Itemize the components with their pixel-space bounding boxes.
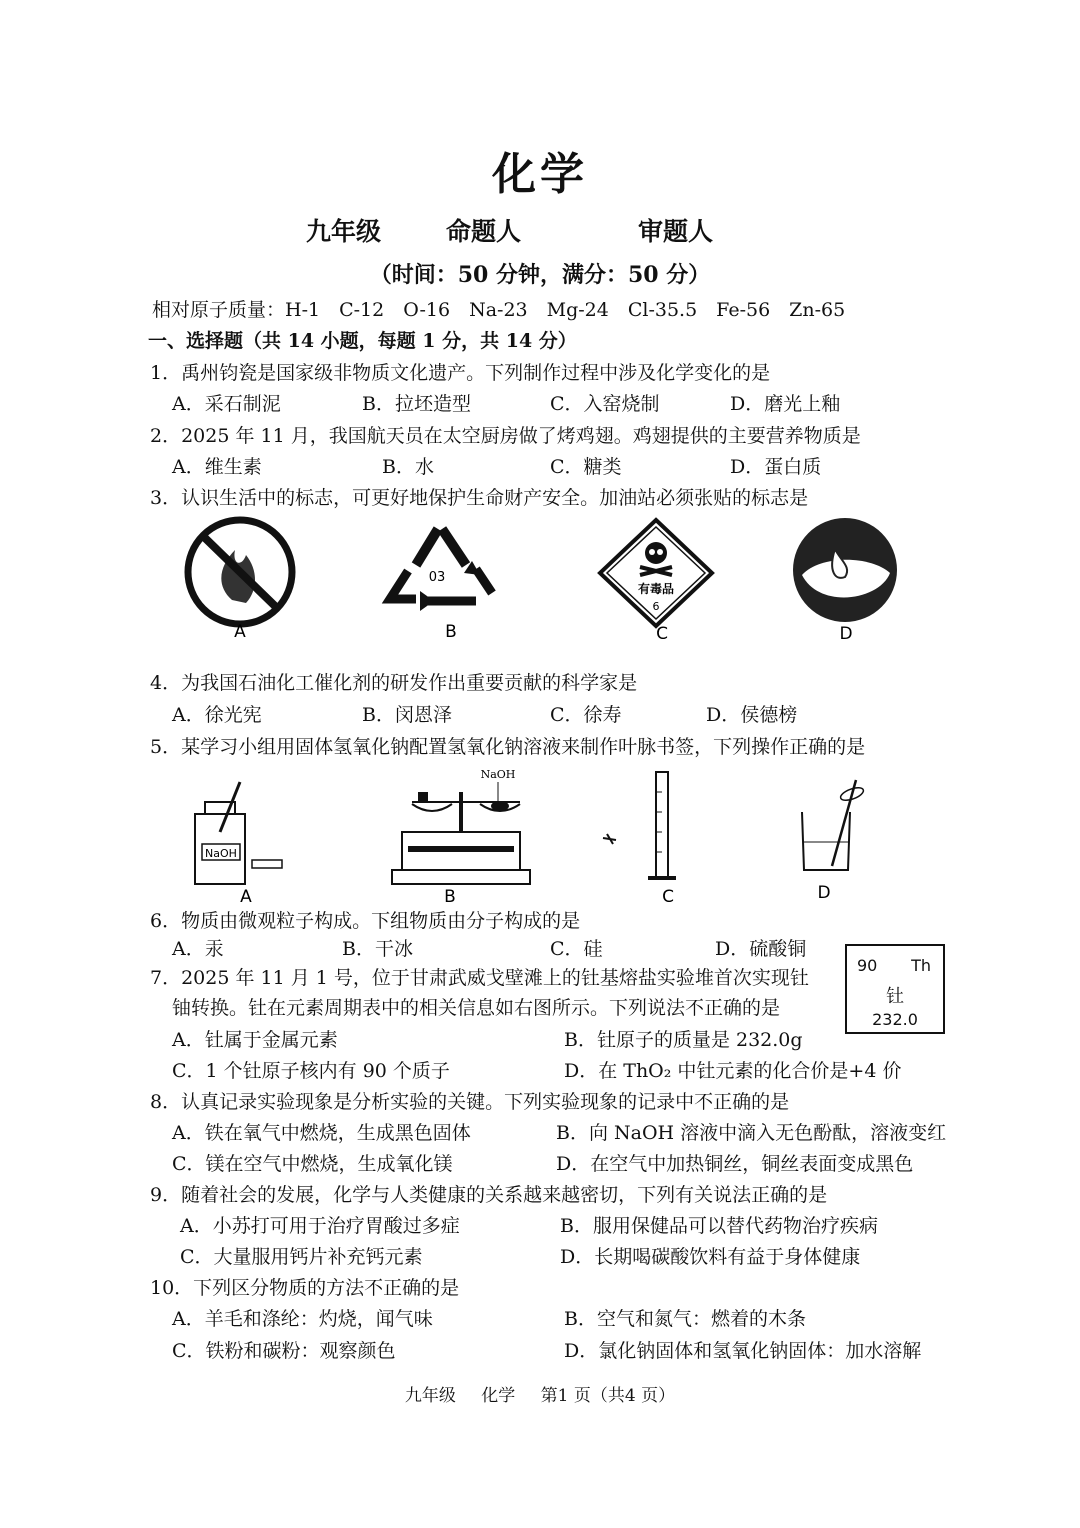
q1-option-c: C．入窑烧制 <box>550 393 660 415</box>
question-2-stem: 2．2025 年 11 月，我国航天员在太空厨房做了烤鸡翅。鸡翅提供的主要营养物质是 <box>150 425 861 447</box>
question-7-stem-line2: 铀转换。钍在元素周期表中的相关信息如右图所示。下列说法不正确的是 <box>172 997 781 1019</box>
question-1-stem: 1．禹州钧瓷是国家级非物质文化遗产。下列制作过程中涉及化学变化的是 <box>150 362 771 384</box>
q8-option-a: A．铁在氧气中燃烧，生成黑色固体 <box>172 1122 471 1144</box>
atomic-masses: 相对原子质量：H-1 C-12 O-16 Na-23 Mg-24 Cl-35.5 Fe-56 Zn-65 <box>152 299 846 321</box>
q7-option-d: D．在 ThO₂ 中钍元素的化合价是+4 价 <box>564 1060 902 1082</box>
toxic-class-number: 6 <box>652 600 660 613</box>
atomic-mass: 232.0 <box>872 1010 918 1029</box>
q8-option-b: B．向 NaOH 溶液中滴入无色酚酞，溶液变红 <box>556 1122 947 1144</box>
bottle-label: NaOH <box>205 847 237 860</box>
q2-option-c: C．糖类 <box>550 456 622 478</box>
q2-option-d: D．蛋白质 <box>730 456 822 478</box>
question-5-stem: 5．某学习小组用固体氢氧化钠配置氢氧化钠溶液来制作叶脉书签，下列操作正确的是 <box>150 736 866 758</box>
q3-label-d: D <box>839 624 853 644</box>
toxic-sign-icon <box>600 520 712 626</box>
q5-label-b: B <box>444 887 456 907</box>
q8-option-c: C．镁在空气中燃烧，生成氧化镁 <box>172 1153 453 1175</box>
element-symbol: Th <box>911 956 931 975</box>
q6-option-a: A．汞 <box>172 938 224 960</box>
q9-option-a: A．小苏打可用于治疗胃酸过多症 <box>180 1215 460 1237</box>
balance-scale-icon <box>392 768 530 884</box>
q3-label-b: B <box>445 622 457 642</box>
q9-option-c: C．大量服用钙片补充钙元素 <box>180 1246 423 1268</box>
question-10-stem: 10．下列区分物质的方法不正确的是 <box>150 1277 460 1299</box>
q1-option-b: B．拉坯造型 <box>362 393 471 415</box>
time-info: （时间：50 分钟，满分：50 分） <box>369 262 711 288</box>
q10-option-a: A．羊毛和涤纶：灼烧，闻气味 <box>172 1308 433 1330</box>
section-title: 一、选择题（共 14 小题，每题 1 分，共 14 分） <box>148 330 577 352</box>
balance-label: NaOH <box>480 768 516 781</box>
reviewer-label: 审题人 <box>638 217 714 246</box>
q3-signs-figure <box>180 515 940 645</box>
question-7-stem-line1: 7．2025 年 11 月 1 号，位于甘肃武威戈壁滩上的钍基熔盐实验堆首次实现钍 <box>150 967 809 989</box>
question-8-stem: 8．认真记录实验现象是分析实验的关键。下列实验现象的记录中不正确的是 <box>150 1091 790 1113</box>
question-3-stem: 3．认识生活中的标志，可更好地保护生命财产安全。加油站必须张贴的标志是 <box>150 487 809 509</box>
toxic-text: 有毒品 <box>637 582 675 596</box>
no-fire-sign-icon <box>188 520 292 624</box>
footer-grade: 九年级 <box>404 1386 456 1406</box>
q6-option-c: C．硅 <box>550 938 603 960</box>
q2-option-b: B．水 <box>382 456 434 478</box>
recycle-code: 03 <box>428 570 446 585</box>
q4-option-a: A．徐光宪 <box>172 704 262 726</box>
element-info-box <box>845 944 945 1034</box>
q6-option-d: D．硫酸铜 <box>715 938 807 960</box>
q7-option-b: B．钍原子的质量是 232.0g <box>564 1029 803 1051</box>
q5-label-c: C <box>662 887 674 907</box>
q3-label-c: C <box>656 624 668 644</box>
q4-option-b: B．闵恩泽 <box>362 704 452 726</box>
q2-option-a: A．维生素 <box>172 456 262 478</box>
atomic-number: 90 <box>857 956 878 975</box>
q10-option-b: B．空气和氮气：燃着的木条 <box>564 1308 806 1330</box>
element-name: 钍 <box>886 986 904 1007</box>
water-saving-sign-icon <box>793 518 897 622</box>
q4-option-d: D．侯德榜 <box>706 704 798 726</box>
page-footer <box>0 1381 1080 1406</box>
question-6-stem: 6．物质由微观粒子构成。下组物质由分子构成的是 <box>150 910 581 932</box>
q9-option-d: D．长期喝碳酸饮料有益于身体健康 <box>560 1246 861 1268</box>
q6-option-b: B．干冰 <box>342 938 413 960</box>
q7-option-c: C．1 个钍原子核内有 90 个质子 <box>172 1060 450 1082</box>
grade-label: 九年级 <box>306 217 382 246</box>
q4-option-c: C．徐寿 <box>550 704 622 726</box>
setter-label: 命题人 <box>446 217 522 246</box>
q9-option-b: B．服用保健品可以替代药物治疗疾病 <box>560 1215 878 1237</box>
question-9-stem: 9．随着社会的发展，化学与人类健康的关系越来越密切，下列有关说法正确的是 <box>150 1184 828 1206</box>
q5-label-d: D <box>817 883 831 903</box>
q5-label-a: A <box>240 887 252 907</box>
question-4-stem: 4．为我国石油化工催化剂的研发作出重要贡献的科学家是 <box>150 672 638 694</box>
footer-page: 第1 页（共4 页） <box>540 1386 676 1406</box>
footer-subject: 化学 <box>481 1386 516 1406</box>
recycle-sign-icon <box>390 529 492 611</box>
beaker-stirring-icon <box>802 780 865 870</box>
q3-label-a: A <box>234 622 246 642</box>
q1-option-d: D．磨光上釉 <box>730 393 841 415</box>
exam-title: 化学 <box>492 149 588 200</box>
q5-operations-figure <box>180 762 900 910</box>
q10-option-c: C．铁粉和碳粉：观察颜色 <box>172 1340 396 1362</box>
graduated-cylinder-icon <box>603 772 676 878</box>
q10-option-d: D．氯化钠固体和氢氧化钠固体：加水溶解 <box>564 1340 922 1362</box>
q1-option-a: A．采石制泥 <box>172 393 281 415</box>
q7-option-a: A．钍属于金属元素 <box>172 1029 338 1051</box>
reagent-bottle-icon <box>195 782 282 884</box>
q8-option-d: D．在空气中加热铜丝，铜丝表面变成黑色 <box>556 1153 914 1175</box>
